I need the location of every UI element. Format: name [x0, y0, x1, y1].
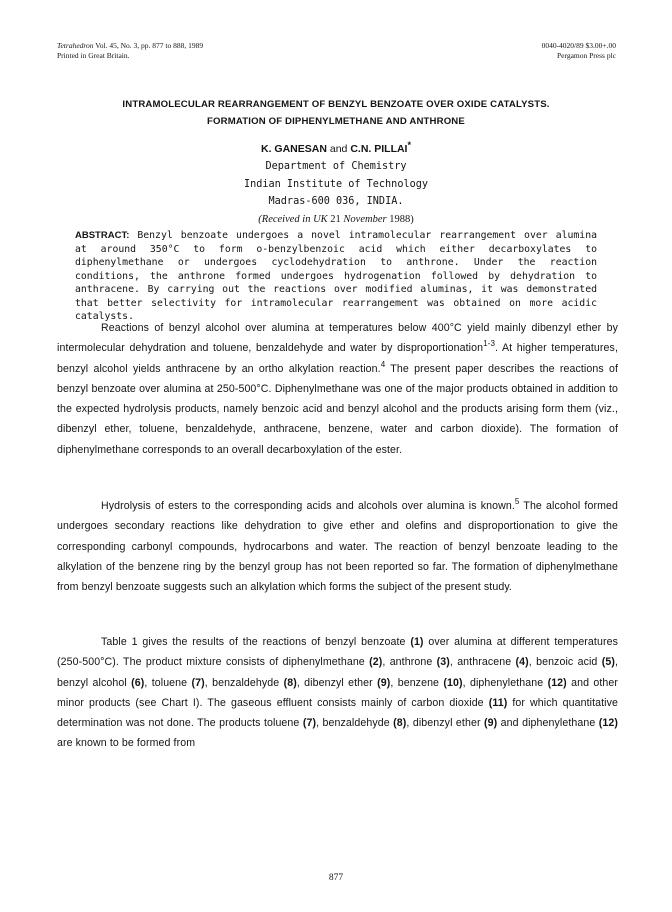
reference-4: 4 [380, 359, 386, 369]
p3-text: over alumina at different temperatures (250-500°C). The product mixture consists of diphenylmethane [57, 636, 618, 669]
compound-number: (1) [410, 636, 424, 648]
reference-1-3: 1-3 [483, 339, 495, 349]
received-place: UK [313, 213, 328, 225]
received-prefix: (Received in [258, 213, 311, 225]
paper-title-line-2: FORMATION OF DIPHENYLMETHANE AND ANTHRONE [207, 116, 465, 127]
received-year: 1988) [389, 213, 414, 225]
body-paragraph-1 [57, 318, 618, 460]
body-paragraph-2 [57, 496, 618, 597]
compound-number: (4) [515, 656, 529, 669]
author-line [40, 136, 632, 158]
compound-number: (5) [601, 656, 615, 669]
compound-number: (6) [131, 676, 145, 689]
p1-text-c: The present paper describes the reactions of benzyl benzoate over alumina at 250-500°C. Diphenylmethane was one of the major products obtained in addition to the expected hydrolysis products, namely benzoic acid and benzyl alcohol and the products arising form them (viz., dibenzyl ether, toluene, benzaldehyde, anthracene, benzene, water and carbon dioxide). The formation of diphenylmethane corresponds to an overall decarboxylation of the ester. [57, 362, 619, 456]
p3-text: , diphenylethane [462, 676, 544, 689]
compound-number: (9) [484, 717, 498, 730]
citation: Vol. 45, No. 3, pp. 877 to 888, 1989 [95, 41, 204, 50]
author-conjunction: and [329, 143, 348, 155]
p2-text-a: Hydrolysis of esters to the corresponding acids and alcohols over alumina is known. [101, 500, 515, 512]
compound-number: (12) [547, 676, 567, 689]
affiliation-department: Department of Chemistry [265, 161, 407, 172]
corresponding-mark: * [407, 140, 411, 150]
received-month: November [343, 213, 387, 225]
compound-number: (12) [598, 717, 619, 730]
p3-text: and other minor products (see Chart I). The gaseous effluent consists mainly of carbon dioxide [57, 676, 619, 709]
title-block [40, 96, 632, 229]
p3-text: , dibenzyl ether [296, 676, 373, 689]
compound-number: (9) [377, 676, 391, 689]
reference-5: 5 [514, 497, 520, 506]
abstract-label: ABSTRACT: [75, 230, 130, 241]
p3-text: , benzaldehyde [204, 676, 280, 689]
p3-text: , anthracene [449, 656, 512, 669]
compound-number: (8) [393, 717, 407, 730]
journal-name: Tetrahedron [57, 41, 94, 50]
p3-text: for which quantitative determination was not done. The products toluene [57, 696, 619, 730]
compound-number: (7) [191, 676, 205, 689]
printed-note: Printed in Great Britain. [57, 50, 130, 60]
author-1: K. GANESAN [261, 143, 327, 155]
publisher: Pergamon Press plc [556, 50, 616, 60]
p3-text: , toluene [144, 676, 188, 689]
compound-number: (11) [488, 696, 508, 709]
p3-text: Table 1 gives the results of the reactions of benzyl benzoate [101, 636, 406, 648]
affiliation-institute: Indian Institute of Technology [243, 178, 428, 190]
p3-text: , dibenzyl ether [406, 717, 481, 730]
p3-text: , anthrone [382, 656, 433, 669]
p1-text-b: . At higher temperatures, benzyl alcohol yields anthracene by an ortho alkylation reaction. [57, 342, 618, 375]
affiliation-city: Madras-600 036, INDIA. [268, 196, 404, 207]
compound-number: (2) [369, 656, 383, 669]
p1-text-a: Reactions of benzyl alcohol over alumina at temperatures below 400°C yield mainly dibenzyl ether by intermolecular dehydration and toluene, benzaldehyde and water by disproportionation [57, 322, 618, 355]
received-date [40, 211, 632, 229]
received-day: 21 [330, 213, 341, 225]
abstract-text: Benzyl benzoate undergoes a novel intramolecular rearrangement over alumina at around 350°C to form o-benzylbenzoic acid which either decarboxylates to diphenylmethane or undergoes cyclodehydration to anthrone. Under the reaction conditions, the anthrone formed undergoes hydrogenation followed by dehydration to anthracene. By carrying out the reactions over modified aluminas, it was demonstrated that better selectivity for intramolecular rearrangement was obtained on more acidic catalysts. [75, 230, 597, 322]
compound-number: (8) [283, 676, 297, 689]
page-number: 877 [328, 873, 344, 883]
issn-code: 0040-4020/89 $3.00+.00 [541, 41, 616, 50]
running-header-left [57, 41, 203, 60]
author-2: C.N. PILLAI [350, 143, 408, 155]
compound-number: (10) [443, 676, 463, 689]
p3-text: , benzyl alcohol [57, 656, 619, 689]
paper-title-line-1: INTRAMOLECULAR REARRANGEMENT OF BENZYL BENZOATE OVER OXIDE CATALYSTS. [122, 99, 550, 110]
p3-text: and diphenylethane [497, 717, 596, 730]
p3-text: are known to be formed from [57, 737, 196, 750]
p3-text: , benzaldehyde [316, 717, 390, 730]
abstract [75, 229, 597, 324]
p2-text-b: The alcohol formed undergoes secondary reactions like dehydration to give ether and olefins and disproportionation to give the corresponding carbonyl compounds, hydrocarbons and water. The reaction of benzyl benzoate leading to the alkylation of the benzene ring by the benzyl group has not been reported so far. The formation of diphenylmethane from benzyl benzoate suggests such an alkylation which forms the subject of the present study. [57, 500, 618, 594]
compound-number: (3) [436, 656, 450, 669]
p3-text: , benzene [390, 676, 440, 689]
compound-number: (7) [302, 717, 317, 730]
p3-text: , benzoic acid [528, 656, 598, 669]
body-paragraph-3 [57, 632, 618, 754]
running-header-right [542, 41, 616, 60]
